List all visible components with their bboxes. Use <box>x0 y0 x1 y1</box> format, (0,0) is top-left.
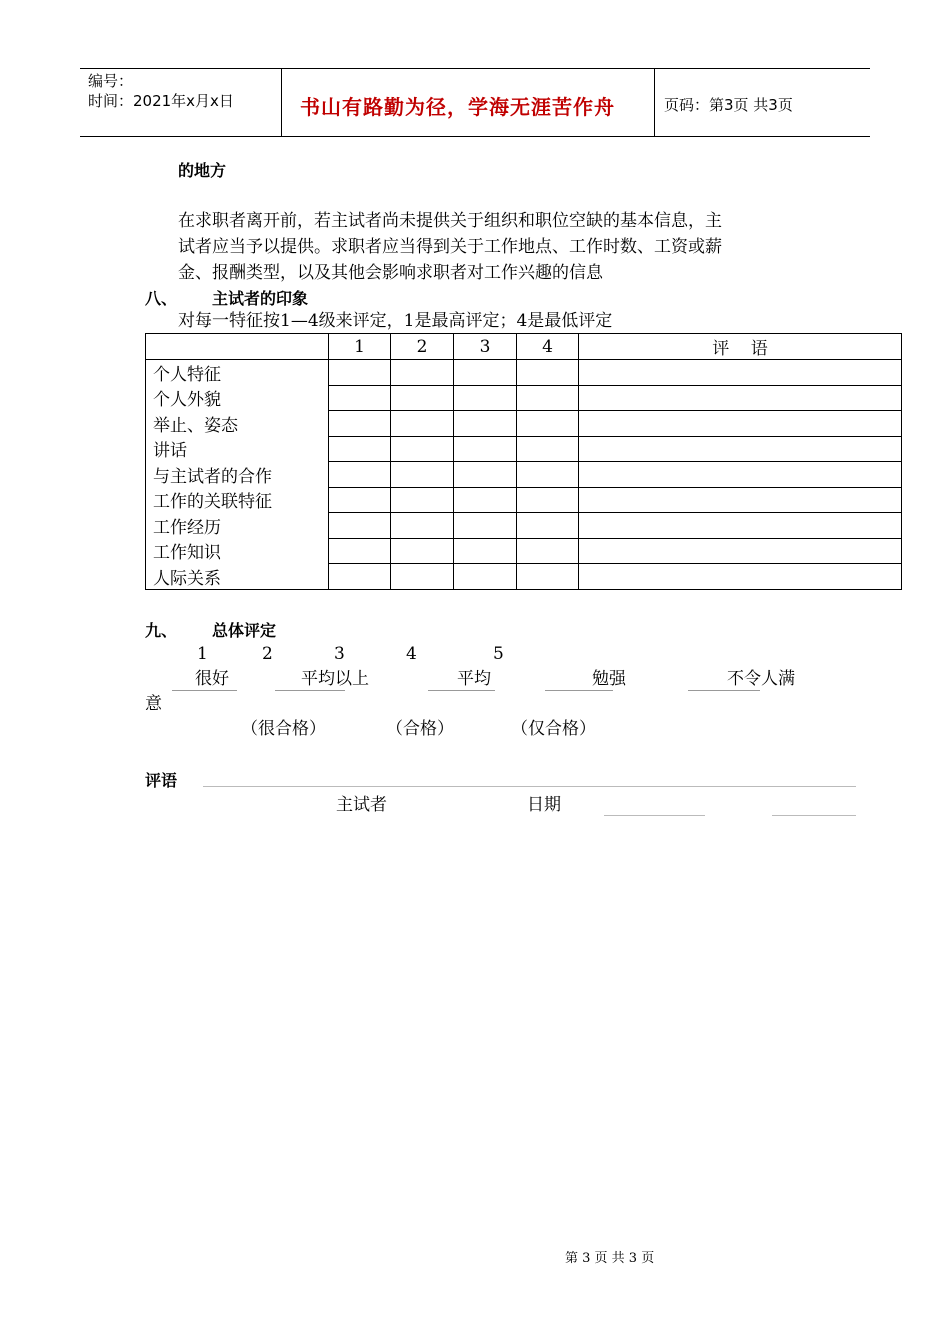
rating-cell[interactable] <box>454 385 517 411</box>
rating-cell[interactable] <box>329 462 391 488</box>
date-line[interactable] <box>772 815 856 816</box>
trait-label: 工作经历 <box>146 513 329 539</box>
scale-label-1: 很好 <box>195 669 229 689</box>
comment-cell[interactable] <box>579 411 902 437</box>
rating-cell[interactable] <box>454 411 517 437</box>
rating-cell[interactable] <box>454 564 517 590</box>
comments-label: 评语 <box>145 771 178 790</box>
header-bottom-rule <box>80 136 870 137</box>
rating-cell[interactable] <box>517 436 579 462</box>
rating-cell[interactable] <box>329 436 391 462</box>
scale-label-3: 平均 <box>457 669 491 689</box>
rating-cell[interactable] <box>517 564 579 590</box>
trait-label: 与主试者的合作 <box>146 462 329 488</box>
rating-cell[interactable] <box>391 462 454 488</box>
table-row <box>146 462 902 488</box>
trait-label: 个人特征 <box>146 360 329 386</box>
rating-cell[interactable] <box>454 513 517 539</box>
intro-continuation: 的地方 <box>178 161 227 180</box>
rating-cell[interactable] <box>329 538 391 564</box>
scale-number-4: 4 <box>406 644 417 664</box>
rating-cell[interactable] <box>517 360 579 386</box>
comments-line[interactable] <box>203 786 856 787</box>
section-8-number: 八、 <box>145 289 178 308</box>
rating-cell[interactable] <box>329 411 391 437</box>
scale-number-5: 5 <box>493 644 504 664</box>
scale-number-2: 2 <box>262 644 273 664</box>
header-page-label: 页码：第3页 共3页 <box>664 96 793 114</box>
table-row <box>146 513 902 539</box>
comment-cell[interactable] <box>579 462 902 488</box>
trait-label: 工作知识 <box>146 538 329 564</box>
comment-cell[interactable] <box>579 513 902 539</box>
intro-line-2: 试者应当予以提供。求职者应当得到关于工作地点、工作时数、工资或薪 <box>178 237 722 257</box>
trait-label: 人际关系 <box>146 564 329 590</box>
scale-label-5-overflow: 意 <box>145 694 162 714</box>
table-row <box>146 411 902 437</box>
group-barely-qualified: （仅合格） <box>511 719 596 739</box>
scale-label-2: 平均以上 <box>301 669 369 689</box>
comment-cell[interactable] <box>579 487 902 513</box>
rating-cell[interactable] <box>329 564 391 590</box>
rating-cell[interactable] <box>454 487 517 513</box>
scale-label-4: 勉强 <box>592 669 626 689</box>
scale-number-3: 3 <box>334 644 345 664</box>
table-row <box>146 564 902 590</box>
header-top-rule <box>80 68 870 69</box>
table-header-row <box>146 334 902 360</box>
table-header-cell: 1 <box>329 334 391 360</box>
group-very-qualified: （很合格） <box>241 719 326 739</box>
header-motto: 书山有路勤为径，学海无涯苦作舟 <box>300 95 615 119</box>
rating-cell[interactable] <box>391 411 454 437</box>
table-header-cell: 4 <box>517 334 579 360</box>
rating-cell[interactable] <box>391 513 454 539</box>
rating-cell[interactable] <box>391 564 454 590</box>
table-row <box>146 436 902 462</box>
rating-cell[interactable] <box>454 538 517 564</box>
rating-cell[interactable] <box>517 411 579 437</box>
rating-cell[interactable] <box>517 385 579 411</box>
table-row <box>146 360 902 386</box>
footer-page-number: 第 3 页 共 3 页 <box>565 1251 655 1266</box>
comment-cell[interactable] <box>579 360 902 386</box>
table-header-comments: 评 语 <box>579 334 902 360</box>
rating-cell[interactable] <box>454 462 517 488</box>
section-8-instruction: 对每一特征按1—4级来评定，1是最高评定；4是最低评定 <box>178 311 613 331</box>
rating-cell[interactable] <box>517 538 579 564</box>
rating-cell[interactable] <box>454 436 517 462</box>
table-row <box>146 538 902 564</box>
date-label: 日期 <box>527 795 561 815</box>
comment-cell[interactable] <box>579 436 902 462</box>
table-row <box>146 385 902 411</box>
section-9-number: 九、 <box>145 621 178 640</box>
rating-cell[interactable] <box>329 513 391 539</box>
rating-cell[interactable] <box>517 513 579 539</box>
table-header-cell: 3 <box>454 334 517 360</box>
header-divider-right <box>654 68 655 136</box>
comment-cell[interactable] <box>579 538 902 564</box>
rating-cell[interactable] <box>329 385 391 411</box>
comment-cell[interactable] <box>579 385 902 411</box>
section-9-title: 总体评定 <box>212 621 277 640</box>
rating-cell[interactable] <box>517 487 579 513</box>
header-time-label: 时间：2021年x月x日 <box>88 92 234 110</box>
intro-line-3: 金、报酬类型，以及其他会影响求职者对工作兴趣的信息 <box>178 263 603 283</box>
rating-cell[interactable] <box>391 487 454 513</box>
rating-cell[interactable] <box>391 436 454 462</box>
examiner-signature-line[interactable] <box>604 815 705 816</box>
trait-label: 讲话 <box>146 436 329 462</box>
rating-cell[interactable] <box>391 385 454 411</box>
scale-label-5: 不令人满 <box>727 669 795 689</box>
table-header-cell: 2 <box>391 334 454 360</box>
rating-cell[interactable] <box>391 360 454 386</box>
header-divider-left <box>281 68 282 136</box>
section-8-title: 主试者的印象 <box>212 289 309 308</box>
group-qualified: （合格） <box>386 719 454 739</box>
table-row <box>146 487 902 513</box>
trait-label: 工作的关联特征 <box>146 487 329 513</box>
rating-cell[interactable] <box>391 538 454 564</box>
scale-number-1: 1 <box>197 644 208 664</box>
header-number-label: 编号： <box>88 72 134 90</box>
rating-cell[interactable] <box>329 487 391 513</box>
rating-cell[interactable] <box>454 360 517 386</box>
trait-label: 举止、姿态 <box>146 411 329 437</box>
rating-table <box>145 333 902 590</box>
comment-cell[interactable] <box>579 564 902 590</box>
table-header-cell <box>146 334 329 360</box>
intro-line-1: 在求职者离开前，若主试者尚未提供关于组织和职位空缺的基本信息，主 <box>178 211 722 231</box>
rating-cell[interactable] <box>517 462 579 488</box>
rating-cell[interactable] <box>329 360 391 386</box>
trait-label: 个人外貌 <box>146 385 329 411</box>
examiner-label: 主试者 <box>336 795 387 815</box>
